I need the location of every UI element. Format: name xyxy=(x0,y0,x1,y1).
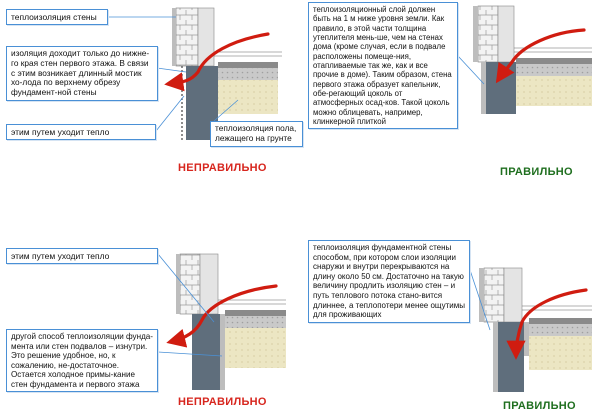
panel-3-slab xyxy=(225,310,286,316)
panel-1-floor-insulation xyxy=(218,68,278,80)
panel-3-label-heat-escapes: этим путем уходит тепло xyxy=(6,248,158,264)
panel-2-wall-insulation xyxy=(473,6,478,62)
panel-1-slab xyxy=(218,62,278,68)
panel-1-label-heat-escapes: этим путем уходит тепло xyxy=(6,124,156,140)
panel-4-wall-inner xyxy=(504,268,522,322)
panel-3-wall-section xyxy=(176,254,286,390)
panel-1-verdict: НЕПРАВИЛЬНО xyxy=(178,162,267,174)
panel-3-floor-insulation xyxy=(225,316,286,328)
panel-2-brick-wall xyxy=(478,6,498,62)
panel-4-wall-section xyxy=(479,268,592,392)
panel-4-label-foundation-wall: теплоизоляция фундаментной стены способом, при котором слои изоляции снаружи и внутри перекрываются на длину около 50 см. Достаточно на такую величину продлить изоляцию стен – и путь теплового потока стано-вится длиннее, а теплопотери менее ощутимы для проживающих xyxy=(308,240,470,323)
panel-3-foundation xyxy=(192,314,220,390)
panel-3-verdict: НЕПРАВИЛЬНО xyxy=(178,396,267,408)
panel-2-wall-inner xyxy=(498,6,514,62)
panel-2-soil xyxy=(516,76,592,106)
panel-2-plinth-insulation xyxy=(481,62,486,114)
panel-3-inner-insulation xyxy=(220,314,225,390)
panel-2-foundation xyxy=(486,62,516,114)
panel-4-verdict: ПРАВИЛЬНО xyxy=(503,400,576,412)
panel-2-wall-section xyxy=(473,6,592,114)
panel-4-slab xyxy=(529,318,592,324)
panel-2-floor-insulation xyxy=(516,64,592,76)
panel-2-label-plinth: теплоизоляционный слой должен быть на 1 м ниже уровня земли. Как правило, в этой части толщина утеплителя мень-ше, чем на стенах дома (кроме случая, если в подвале расположены помеще-ния, отапливаемые так же, как и все прочие в доме). Таким образом, стена первого этажа образует капельник, обе-регающий цоколь от атмосферных осад-ков. Такой цоколь можно облицевать, например, клинкерной плиткой xyxy=(308,2,458,129)
panel-4-floor-insulation xyxy=(529,324,592,336)
panel-3-soil xyxy=(225,328,286,368)
panel-3-wall-insulation xyxy=(176,254,180,314)
panel-2-slab xyxy=(516,58,592,64)
panel-3-label-inside-insulation: другой способ теплоизоляции фунда-мента или стен подвалов – изнутри. Это решение удобное, но, к сожалению, не-достаточное. Остается холодное примы-кание стен фундамента и первого этажа xyxy=(6,329,158,392)
panel-4-soil xyxy=(529,336,592,370)
panel-4-outer-insulation xyxy=(493,322,498,392)
panel-2-verdict: ПРАВИЛЬНО xyxy=(500,166,573,178)
panel-4-wall-insulation xyxy=(479,268,484,322)
panel-4-brick-wall xyxy=(484,268,504,322)
panel-1-soil xyxy=(218,80,278,114)
panel-1-leader-3 xyxy=(156,96,184,131)
panel-1-label-floor-insulation: теплоизоляция пола, лежащего на грунте xyxy=(210,121,303,147)
panel-4-inner-insulation xyxy=(524,322,529,356)
panel-1-label-insulation-reaches: изоляция доходит только до нижне-го края стен первого этажа. В связи с этим возникает длинный мостик хо-лода по верхнему обрезу фундамент-ной стены xyxy=(6,46,158,101)
panel-1-brick-wall xyxy=(176,8,198,66)
panel-1-label-wall-insulation: теплоизоляция стены xyxy=(6,9,108,25)
